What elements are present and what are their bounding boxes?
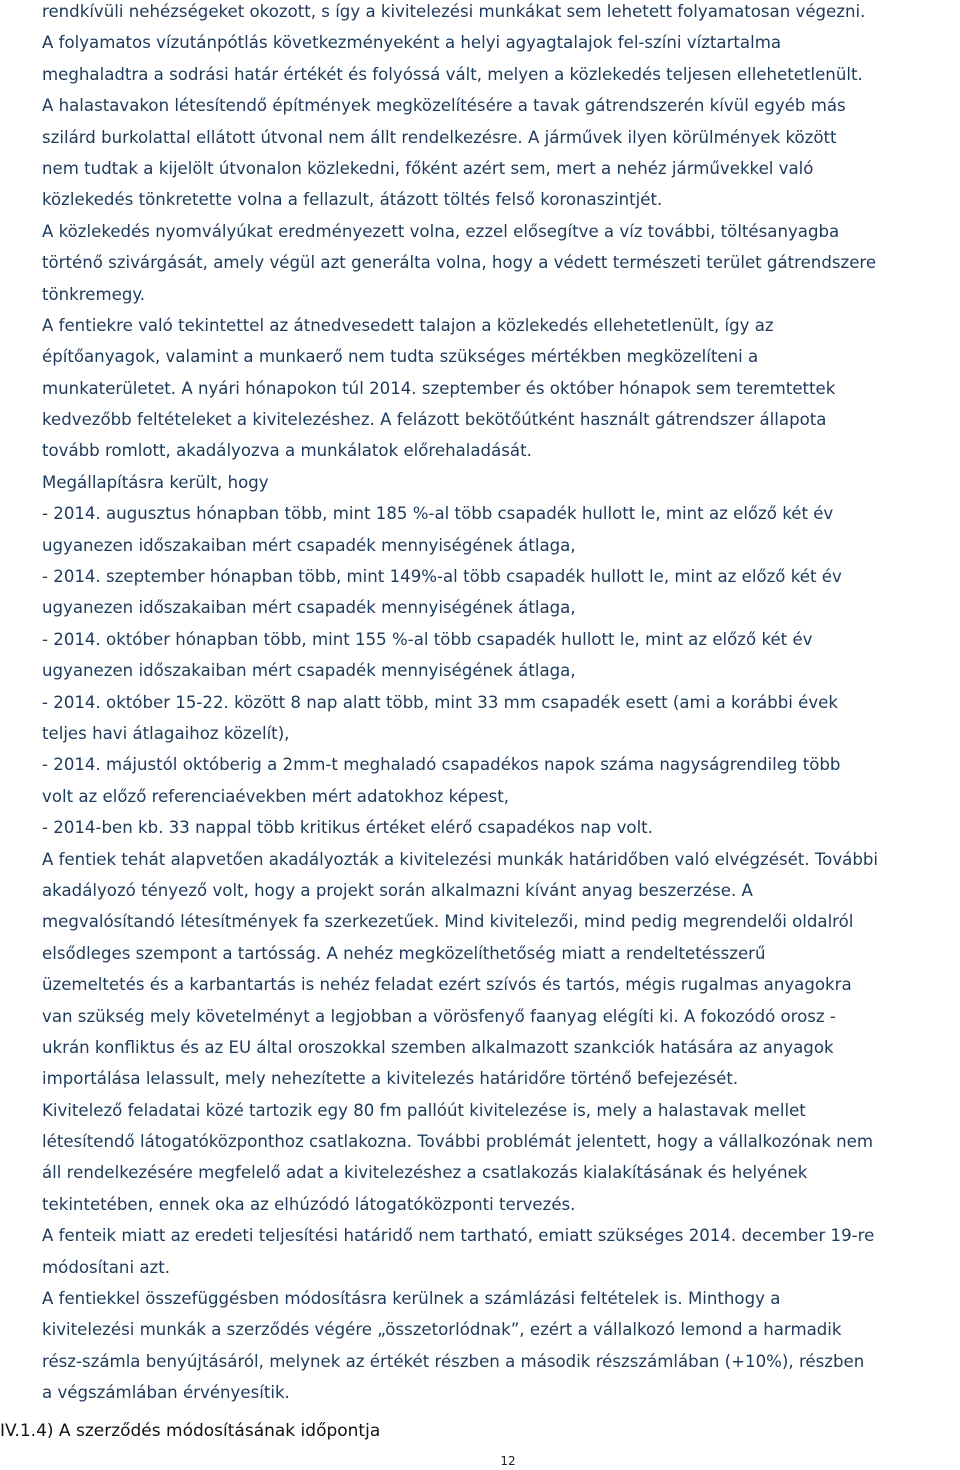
list-item: - 2014. szeptember hónapban több, mint 149%-al több csapadék hullott le, mint az előző két év xyxy=(42,567,842,587)
text-line: teljes havi átlagaihoz közelít), xyxy=(42,723,290,743)
text-line: A folyamatos vízutánpótlás következményeként a helyi agyagtalajok fel-színi víztartalma xyxy=(42,33,782,53)
text-line: történő szivárgását, amely végül azt generálta volna, hogy a védett természeti terület gátrendszere xyxy=(42,253,877,273)
text-line: ukrán konfliktus és az EU által oroszokkal szemben alkalmazott szankciók hatására az anyagok xyxy=(42,1037,834,1057)
section-heading: IV.1.4) A szerződés módosításának időpontja xyxy=(0,1421,381,1441)
text-line: akadályozó tényező volt, hogy a projekt során alkalmazni kívánt anyag beszerzése. A xyxy=(42,880,753,900)
text-line: volt az előző referenciaévekben mért adatokhoz képest, xyxy=(42,786,509,806)
body-text xyxy=(42,0,960,1409)
text-line: A fenteik miatt az eredeti teljesítési határidő nem tartható, emiatt szükséges 2014. december 19-re xyxy=(42,1226,875,1246)
text-line: Kivitelező feladatai közé tartozik egy 80 fm pallóút kivitelezése is, mely a halastavak mellet xyxy=(42,1100,806,1120)
text-line: szilárd burkolattal ellátott útvonal nem állt rendelkezésre. A járművek ilyen körülmények között xyxy=(42,127,837,147)
list-item: - 2014-ben kb. 33 nappal több kritikus értéket elérő csapadékos nap volt. xyxy=(42,818,653,838)
text-line: importálása lelassult, mely nehezítette a kivitelezés határidőre történő befejezését. xyxy=(42,1069,739,1089)
list-item: - 2014. október hónapban több, mint 155 %-al több csapadék hullott le, mint az előző két év xyxy=(42,629,813,649)
text-line: kedvezőbb feltételeket a kivitelezéshez. A felázott bekötőútként használt gátrendszer állapota xyxy=(42,410,827,430)
text-line: A fentiekre való tekintettel az átnedvesedett talajon a közlekedés ellehetetlenült, így az xyxy=(42,315,774,335)
list-item: - 2014. október 15-22. között 8 nap alatt több, mint 33 mm csapadék esett (ami a korábbi évek xyxy=(42,692,838,712)
list-item: - 2014. májustól októberig a 2mm-t meghaladó csapadékos napok száma nagyságrendileg több xyxy=(42,755,841,775)
text-line: üzemeltetés és a karbantartás is nehéz feladat ezért szívós és tartós, mégis rugalmas anyagokra xyxy=(42,975,852,995)
text-line: ugyanezen időszakaiban mért csapadék mennyiségének átlaga, xyxy=(42,598,576,618)
text-line: tekintetében, ennek oka az elhúzódó látogatóközponti tervezés. xyxy=(42,1194,576,1214)
text-line: áll rendelkezésére megfelelő adat a kivitelezéshez a csatlakozás kialakításának és helyének xyxy=(42,1163,808,1183)
text-line: meghaladtra a sodrási határ értékét és folyóssá vált, melyen a közlekedés teljesen ellehetetlenült. xyxy=(42,64,863,84)
text-line: A fentiek tehát alapvetően akadályozták a kivitelezési munkák határidőben való elvégzését. További xyxy=(42,849,878,869)
page-number: 12 xyxy=(500,1454,516,1468)
text-line: Megállapításra került, hogy xyxy=(42,472,269,492)
text-line: közlekedés tönkretette volna a fellazult, átázott töltés felső koronaszintjét. xyxy=(42,190,663,210)
text-line: rész-számla benyújtásáról, melynek az értékét részben a második részszámlában (+10%), részben xyxy=(42,1351,865,1371)
text-line: A halastavakon létesítendő építmények megközelítésére a tavak gátrendszerén kívül egyéb más xyxy=(42,96,846,116)
text-line: módosítani azt. xyxy=(42,1257,170,1277)
text-line: a végszámlában érvényesítik. xyxy=(42,1383,290,1403)
text-line: ugyanezen időszakaiban mért csapadék mennyiségének átlaga, xyxy=(42,535,576,555)
text-line: A közlekedés nyomvályúkat eredményezett volna, ezzel elősegítve a víz további, töltésanyagba xyxy=(42,221,840,241)
text-line: munkaterületet. A nyári hónapokon túl 2014. szeptember és október hónapok sem teremtettek xyxy=(42,378,836,398)
text-line: ugyanezen időszakaiban mért csapadék mennyiségének átlaga, xyxy=(42,661,576,681)
text-line: tovább romlott, akadályozva a munkálatok előrehaladását. xyxy=(42,441,532,461)
text-line: A fentiekkel összefüggésben módosításra kerülnek a számlázási feltételek is. Minthogy a xyxy=(42,1289,781,1309)
text-line: elsődleges szempont a tartósság. A nehéz megközelíthetőség miatt a rendeltetésszerű xyxy=(42,943,766,963)
text-line: tönkremegy. xyxy=(42,284,146,304)
text-line: építőanyagok, valamint a munkaerő nem tudta szükséges mértékben megközelíteni a xyxy=(42,347,759,367)
text-line: rendkívüli nehézségeket okozott, s így a kivitelezési munkákat sem lehetett folyamatosan végezni. xyxy=(42,2,866,21)
text-line: nem tudtak a kijelölt útvonalon közlekedni, főként azért sem, mert a nehéz járművekkel való xyxy=(42,158,814,178)
text-line: létesítendő látogatóközponthoz csatlakozna. További problémát jelentett, hogy a vállalkozónak nem xyxy=(42,1132,874,1152)
text-line: van szükség mely követelményt a legjobban a vörösfenyő faanyag elégíti ki. A fokozódó orosz - xyxy=(42,1006,836,1026)
text-line: kivitelezési munkák a szerződés végére „összetorlódnak”, ezért a vállalkozó lemond a harmadik xyxy=(42,1320,842,1340)
list-item: - 2014. augusztus hónapban több, mint 185 %-al több csapadék hullott le, mint az előző két év xyxy=(42,504,834,524)
text-line: megvalósítandó létesítmények fa szerkezetűek. Mind kivitelezői, mind pedig megrendelői oldalról xyxy=(42,912,854,932)
